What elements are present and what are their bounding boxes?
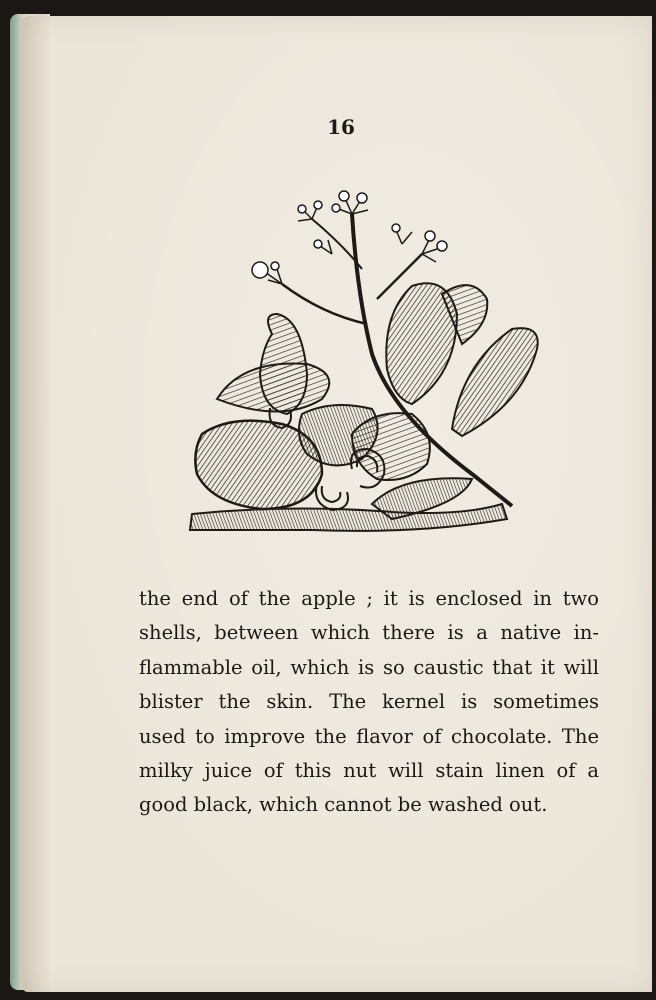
text-line: used to improve the flavor of chocolate. The xyxy=(139,724,599,748)
text-line: the end of the apple ; it is enclosed in two xyxy=(139,587,599,610)
cashew-apple-right xyxy=(352,413,430,480)
cashew-branch-engraving xyxy=(172,174,552,554)
text-line: flammable oil, which is so caustic that it will xyxy=(139,655,599,679)
text-line: good black, which cannot be washed out. xyxy=(139,793,548,817)
book-page xyxy=(22,16,652,992)
page-number: 16 xyxy=(327,115,355,139)
cashew-apple-top xyxy=(260,314,307,414)
text-line: milky juice of this nut will stain linen of a xyxy=(139,759,599,783)
flower-cluster xyxy=(252,191,447,284)
side-stem xyxy=(282,284,367,324)
ground-branch xyxy=(190,504,507,531)
leaf-far-right xyxy=(452,328,538,436)
text-line: shells, between which there is a native in- xyxy=(139,621,599,645)
text-line: blister the skin. The kernel is sometimes xyxy=(139,690,599,714)
body-paragraph xyxy=(139,582,599,823)
